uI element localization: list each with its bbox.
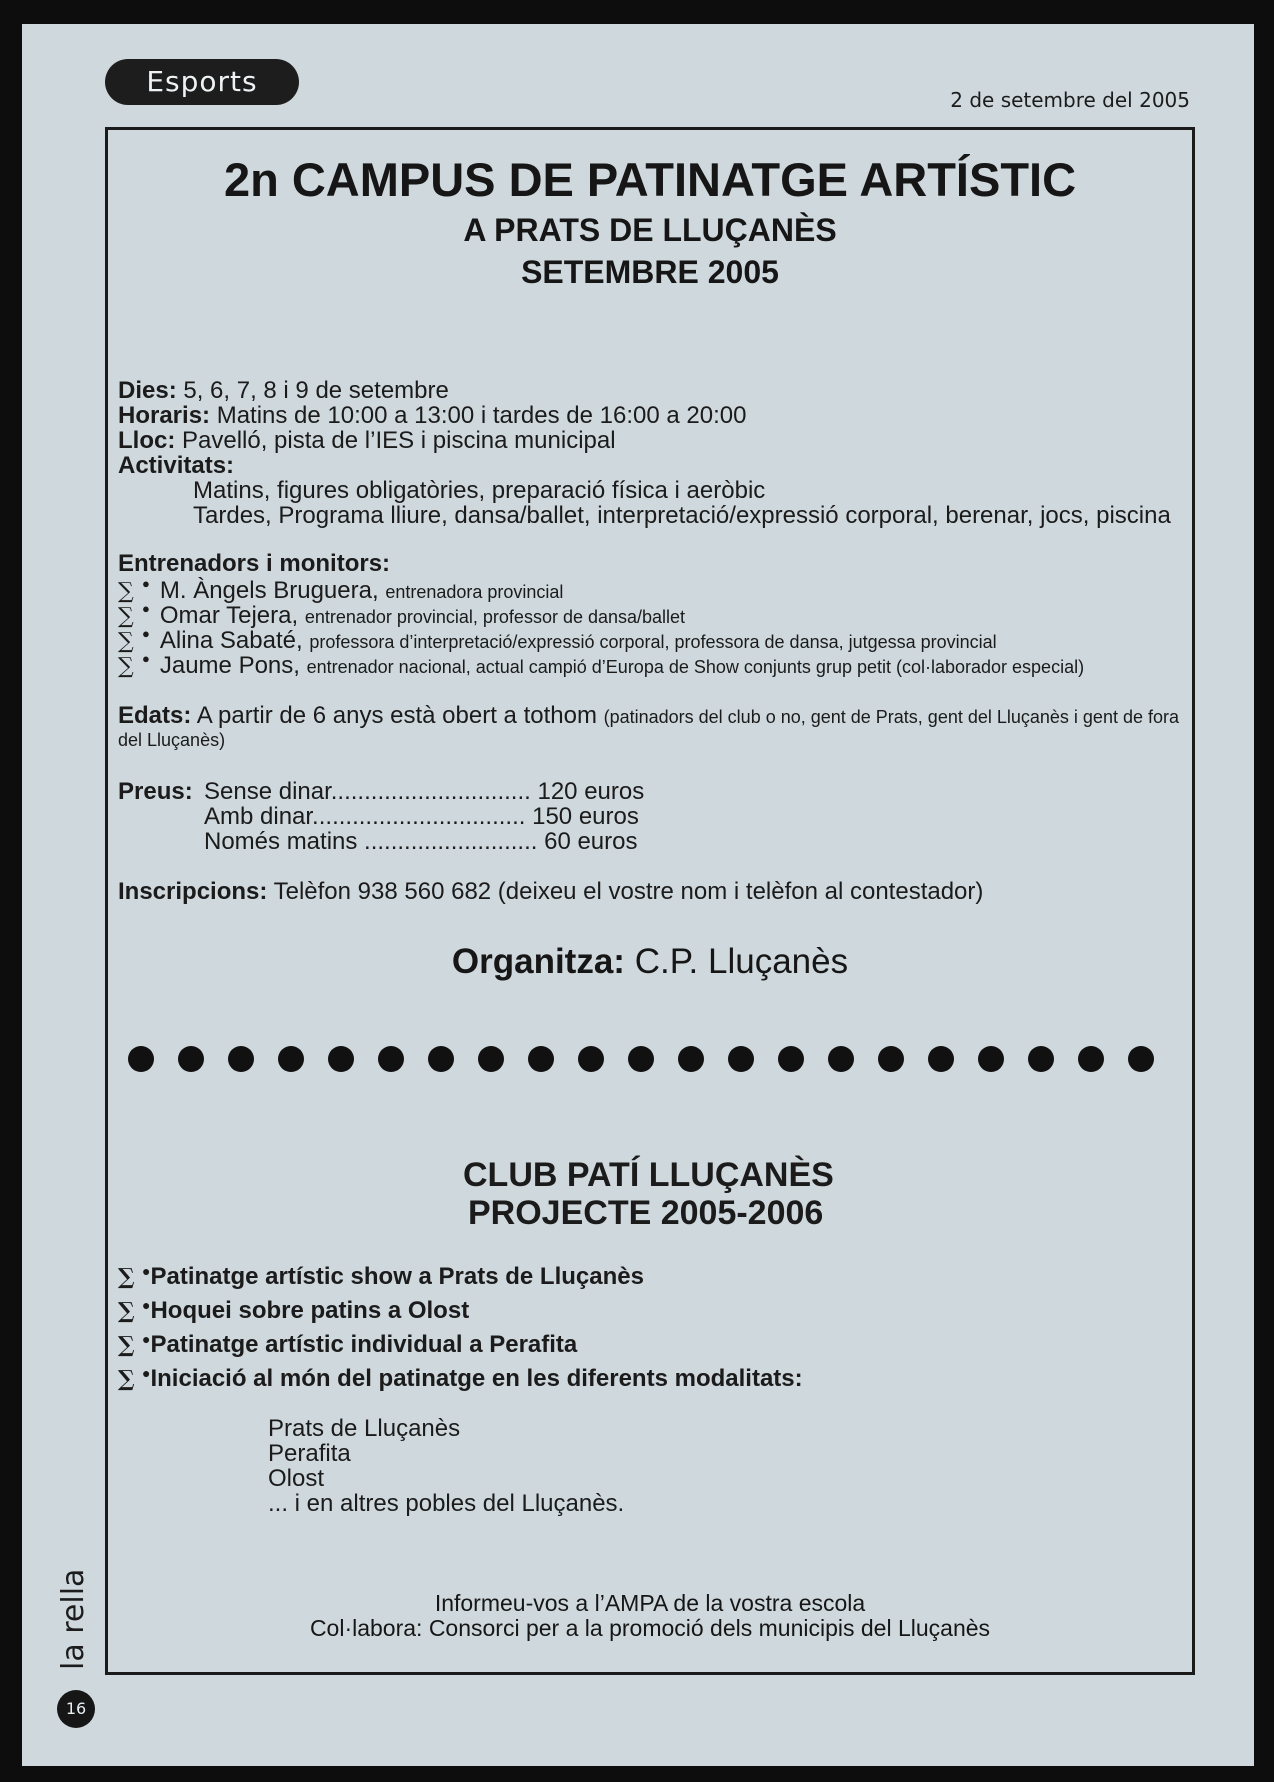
edats-row <box>118 702 1179 730</box>
sigma-bullet-icon: ∑ <box>118 579 134 604</box>
entrenador-item <box>118 651 1084 680</box>
entrenadors-label: Entrenadors i monitors: <box>118 550 391 577</box>
dot-separator <box>128 1046 1178 1076</box>
separator-dot <box>378 1046 404 1072</box>
edats-label: Edats: <box>118 702 192 729</box>
dot-icon: ● <box>142 651 150 666</box>
separator-dot <box>728 1046 754 1072</box>
project-item-text: Patinatge artístic individual a Perafita <box>150 1331 578 1358</box>
separator-dot <box>1028 1046 1054 1072</box>
separator-dot <box>1078 1046 1104 1072</box>
dies-label: Dies: <box>118 377 177 404</box>
campus-subtitle-date: SETEMBRE 2005 <box>521 254 779 290</box>
price-value: 60 euros <box>544 828 638 855</box>
dot-icon: ● <box>142 626 150 641</box>
club-title: CLUB PATÍ LLUÇANÈS <box>463 1156 834 1194</box>
entrenador-name: Alina Sabaté, <box>159 627 303 654</box>
inscripcions-value: Telèfon 938 560 682 (deixeu el vostre nom i telèfon al contestador) <box>273 878 984 905</box>
separator-dot <box>128 1046 154 1072</box>
club-subtitle: PROJECTE 2005-2006 <box>468 1194 824 1232</box>
project-item-text: Patinatge artístic show a Prats de Lluçanès <box>150 1263 644 1290</box>
entrenador-role: professora d’interpretació/expressió corporal, professora de dansa, jutgessa provincial <box>309 632 997 652</box>
edats-note: (patinadors del club o no, gent de Prats, gent del Lluçanès i gent de fora <box>603 707 1179 727</box>
project-item <box>118 1263 644 1291</box>
entrenador-role: entrenador provincial, professor de dansa/ballet <box>304 607 686 627</box>
separator-dot <box>328 1046 354 1072</box>
project-item <box>118 1331 577 1359</box>
entrenador-role: entrenador nacional, actual campió d’Europa de Show conjunts grup petit (col·laborador especial) <box>306 657 1085 677</box>
separator-dot <box>778 1046 804 1072</box>
sigma-bullet-icon: ∑ <box>118 604 134 629</box>
separator-dot <box>578 1046 604 1072</box>
separator-dot <box>828 1046 854 1072</box>
inscripcions-label: Inscripcions: <box>118 878 268 905</box>
organitza-value: C.P. Lluçanès <box>634 942 849 981</box>
separator-dot <box>978 1046 1004 1072</box>
dot-icon: ● <box>142 1263 151 1279</box>
horaris-row <box>118 402 746 430</box>
campus-subtitle-location: A PRATS DE LLUÇANÈS <box>463 212 837 248</box>
price-row <box>204 778 644 806</box>
separator-dot <box>478 1046 504 1072</box>
activitats-item-afternoon: Tardes, Programa lliure, dansa/ballet, interpretació/expressió corporal, berenar, jocs, piscina <box>193 502 1171 529</box>
edats-value: A partir de 6 anys està obert a tothom <box>196 702 597 729</box>
separator-dot <box>178 1046 204 1072</box>
dot-icon: ● <box>142 1365 151 1381</box>
section-tab: Esports <box>105 59 299 105</box>
sigma-bullet-icon: ∑ <box>118 1366 135 1392</box>
sigma-bullet-icon: ∑ <box>118 1332 135 1358</box>
separator-dot <box>278 1046 304 1072</box>
lloc-value: Pavelló, pista de l’IES i piscina municipal <box>182 427 616 454</box>
inscripcions-row <box>118 878 983 906</box>
separator-dot <box>678 1046 704 1072</box>
separator-dot <box>878 1046 904 1072</box>
activitats-item-morning: Matins, figures obligatòries, preparació física i aeròbic <box>193 477 766 504</box>
separator-dot <box>628 1046 654 1072</box>
horaris-value: Matins de 10:00 a 13:00 i tardes de 16:00 a 20:00 <box>216 402 747 429</box>
organitza-label: Organitza: <box>451 942 625 981</box>
entrenador-name: M. Àngels Bruguera, <box>159 577 379 604</box>
dot-icon: ● <box>142 576 150 591</box>
collaborator-note: Col·labora: Consorci per a la promoció dels municipis del Lluçanès <box>309 1615 991 1641</box>
separator-dot <box>428 1046 454 1072</box>
edats-note-continued: del Lluçanès) <box>118 730 226 750</box>
separator-dot <box>1128 1046 1154 1072</box>
project-item <box>118 1297 469 1325</box>
dot-icon: ● <box>142 601 150 616</box>
price-row <box>204 803 639 831</box>
price-label: Amb dinar................................ <box>204 803 526 830</box>
entrenador-role: entrenadora provincial <box>385 582 564 602</box>
lloc-row <box>118 427 616 455</box>
sigma-bullet-icon: ∑ <box>118 654 134 679</box>
project-item <box>118 1365 803 1393</box>
preus-label: Preus: <box>118 778 193 805</box>
sigma-bullet-icon: ∑ <box>118 1298 135 1324</box>
entrenador-name: Omar Tejera, <box>159 602 299 629</box>
entrenador-name: Jaume Pons, <box>159 652 300 679</box>
project-item-text: Hoquei sobre patins a Olost <box>150 1297 470 1324</box>
page-number: 16 <box>57 1690 95 1728</box>
campus-title: 2n CAMPUS DE PATINATGE ARTÍSTIC <box>223 153 1077 206</box>
place-item: Olost <box>268 1465 325 1492</box>
publication-name: la rella <box>56 1568 91 1670</box>
separator-dot <box>528 1046 554 1072</box>
separator-dot <box>228 1046 254 1072</box>
lloc-label: Lloc: <box>118 427 176 454</box>
project-item-text: Iniciació al món del patinatge en les diferents modalitats: <box>150 1365 803 1392</box>
price-label: Només matins .......................... <box>204 828 538 855</box>
organitza-line <box>108 942 1192 982</box>
place-item: Prats de Lluçanès <box>268 1415 461 1442</box>
place-item: Perafita <box>268 1440 351 1467</box>
place-item: ... i en altres pobles del Lluçanès. <box>268 1490 625 1517</box>
dies-value: 5, 6, 7, 8 i 9 de setembre <box>183 377 449 404</box>
dot-icon: ● <box>142 1297 151 1313</box>
sigma-bullet-icon: ∑ <box>118 1264 135 1290</box>
dot-icon: ● <box>142 1331 151 1347</box>
separator-dot <box>928 1046 954 1072</box>
sigma-bullet-icon: ∑ <box>118 629 134 654</box>
price-value: 120 euros <box>537 778 645 805</box>
dies-row <box>118 377 449 405</box>
activitats-label: Activitats: <box>118 452 235 479</box>
issue-date: 2 de setembre del 2005 <box>950 88 1190 112</box>
price-value: 150 euros <box>532 803 639 830</box>
article-frame <box>105 127 1195 1675</box>
info-note: Informeu-vos a l’AMPA de la vostra escola <box>434 1590 866 1616</box>
price-label: Sense dinar.............................. <box>204 778 531 805</box>
horaris-label: Horaris: <box>118 402 211 429</box>
price-row <box>204 828 638 856</box>
